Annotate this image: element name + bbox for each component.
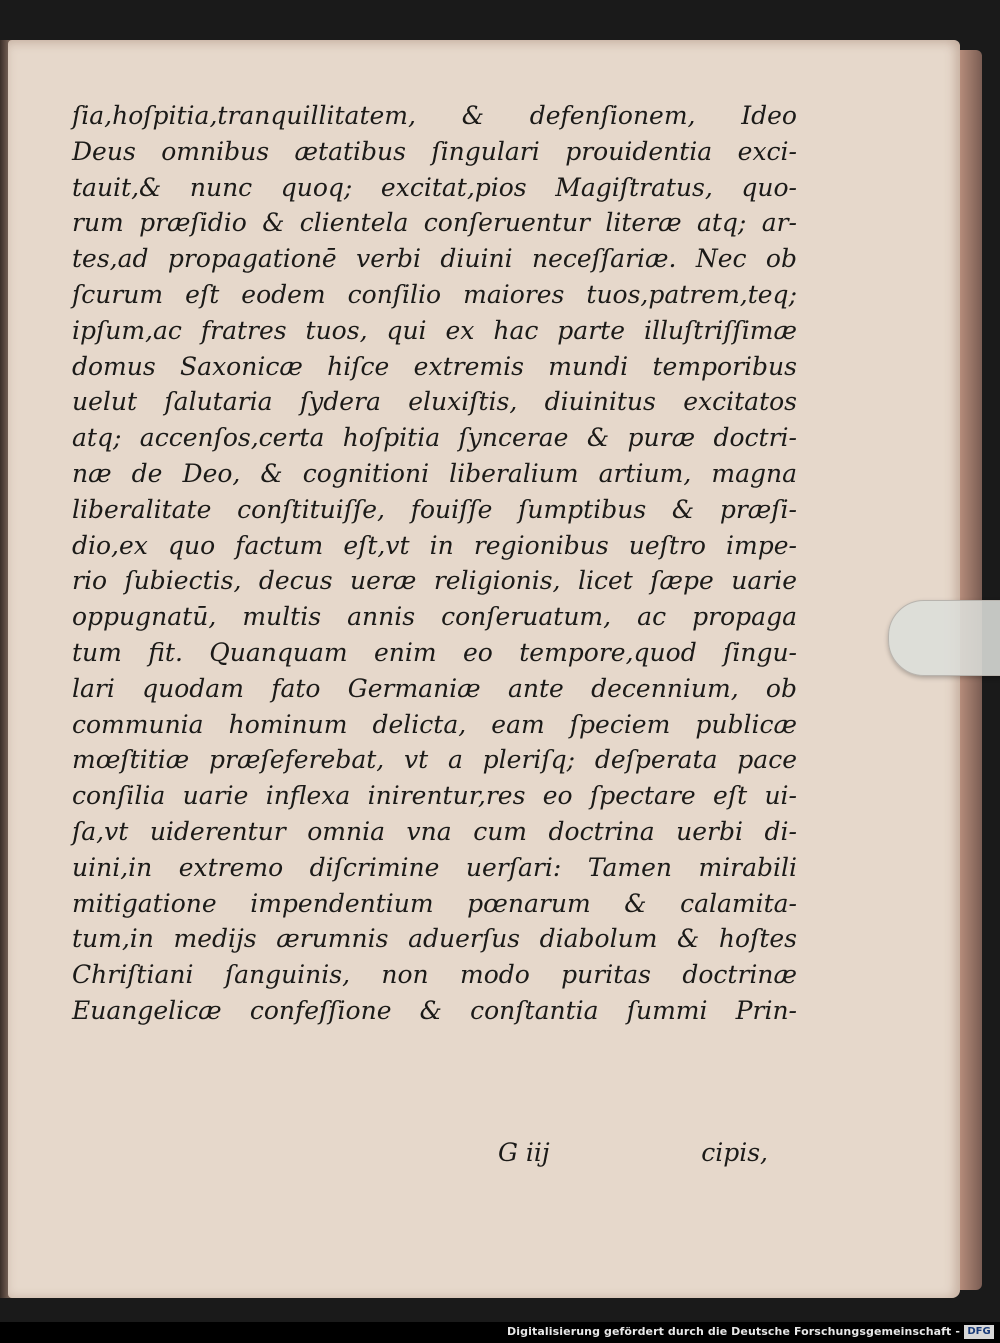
catchword: cipis, (701, 1138, 768, 1167)
text-line: mœſtitiæ præſeferebat, vt a pleriſq; deſperata pace (72, 745, 797, 775)
text-line: rum præſidio & clientela conſeruentur literæ atq; ar- (72, 208, 797, 238)
text-line: tum,in medijs ærumnis aduerſus diabolum & hoſtes (72, 924, 797, 954)
page-footer (498, 1138, 768, 1178)
text-line: oppugnatū, multis annis conſeruatum, ac propaga (72, 602, 797, 632)
text-line: domus Saxonicæ hiſce extremis mundi temporibus (72, 351, 797, 381)
funding-credit: Digitalisierung gefördert durch die Deutsche Forschungsgemeinschaft - (507, 1325, 960, 1338)
text-line: næ de Deo, & cognitioni liberalium artium, magna (72, 458, 797, 488)
text-line: ſa,vt uiderentur omnia vna cum doctrina uerbi di- (72, 816, 797, 846)
signature-mark: G iij (498, 1138, 550, 1167)
dfg-logo-icon: DFG (964, 1325, 994, 1339)
text-line: rio ſubiectis, decus ueræ religionis, licet ſæpe uarie (72, 566, 797, 596)
text-line: atq; accenſos,certa hoſpitia ſyncerae & puræ doctri- (72, 423, 797, 453)
text-line: communia hominum delicta, eam ſpeciem publicæ (72, 709, 797, 739)
text-line: Deus omnibus ætatibus ſingulari prouidentia exci- (72, 136, 797, 166)
text-line: tauit,& nunc quoq; excitat,pios Magiſtratus, quo- (72, 172, 797, 202)
text-line: Chriſtiani ſanguinis, non modo puritas doctrinæ (72, 960, 797, 990)
text-line: tum fit. Quanquam enim eo tempore,quod ſingu- (72, 637, 797, 667)
text-line: mitigatione impendentium pœnarum & calamita- (72, 888, 797, 918)
page-text (72, 98, 797, 1029)
page-clip (888, 600, 1000, 676)
text-line: uini,in extremo diſcrimine uerſari: Tamen mirabili (72, 852, 797, 882)
text-line: ſcurum eſt eodem conſilio maiores tuos,patrem,teq; (72, 279, 797, 309)
text-line: ipſum,ac fratres tuos, qui ex hac parte illuſtriſſimæ (72, 315, 797, 345)
footer-bar (0, 1322, 1000, 1343)
text-line: conſilia uarie inflexa inirentur,res eo ſpectare eſt ui- (72, 781, 797, 811)
text-line: uelut ſalutaria ſydera eluxiſtis, diuinitus excitatos (72, 387, 797, 417)
text-line: dio,ex quo factum eſt,vt in regionibus ueſtro impe- (72, 530, 797, 560)
text-line: liberalitate conſtituiſſe, fouiſſe ſumptibus & præſi- (72, 494, 797, 524)
text-line: ſia,hoſpitia,tranquillitatem, & defenſionem, Ideo (72, 101, 797, 130)
text-line: tes,ad propagationē verbi diuini neceſſariæ. Nec ob (72, 244, 797, 274)
text-line: lari quodam fato Germaniæ ante decennium, ob (72, 673, 797, 703)
text-line: Euangelicæ confeſſione & conſtantia ſummi Prin- (72, 995, 797, 1025)
